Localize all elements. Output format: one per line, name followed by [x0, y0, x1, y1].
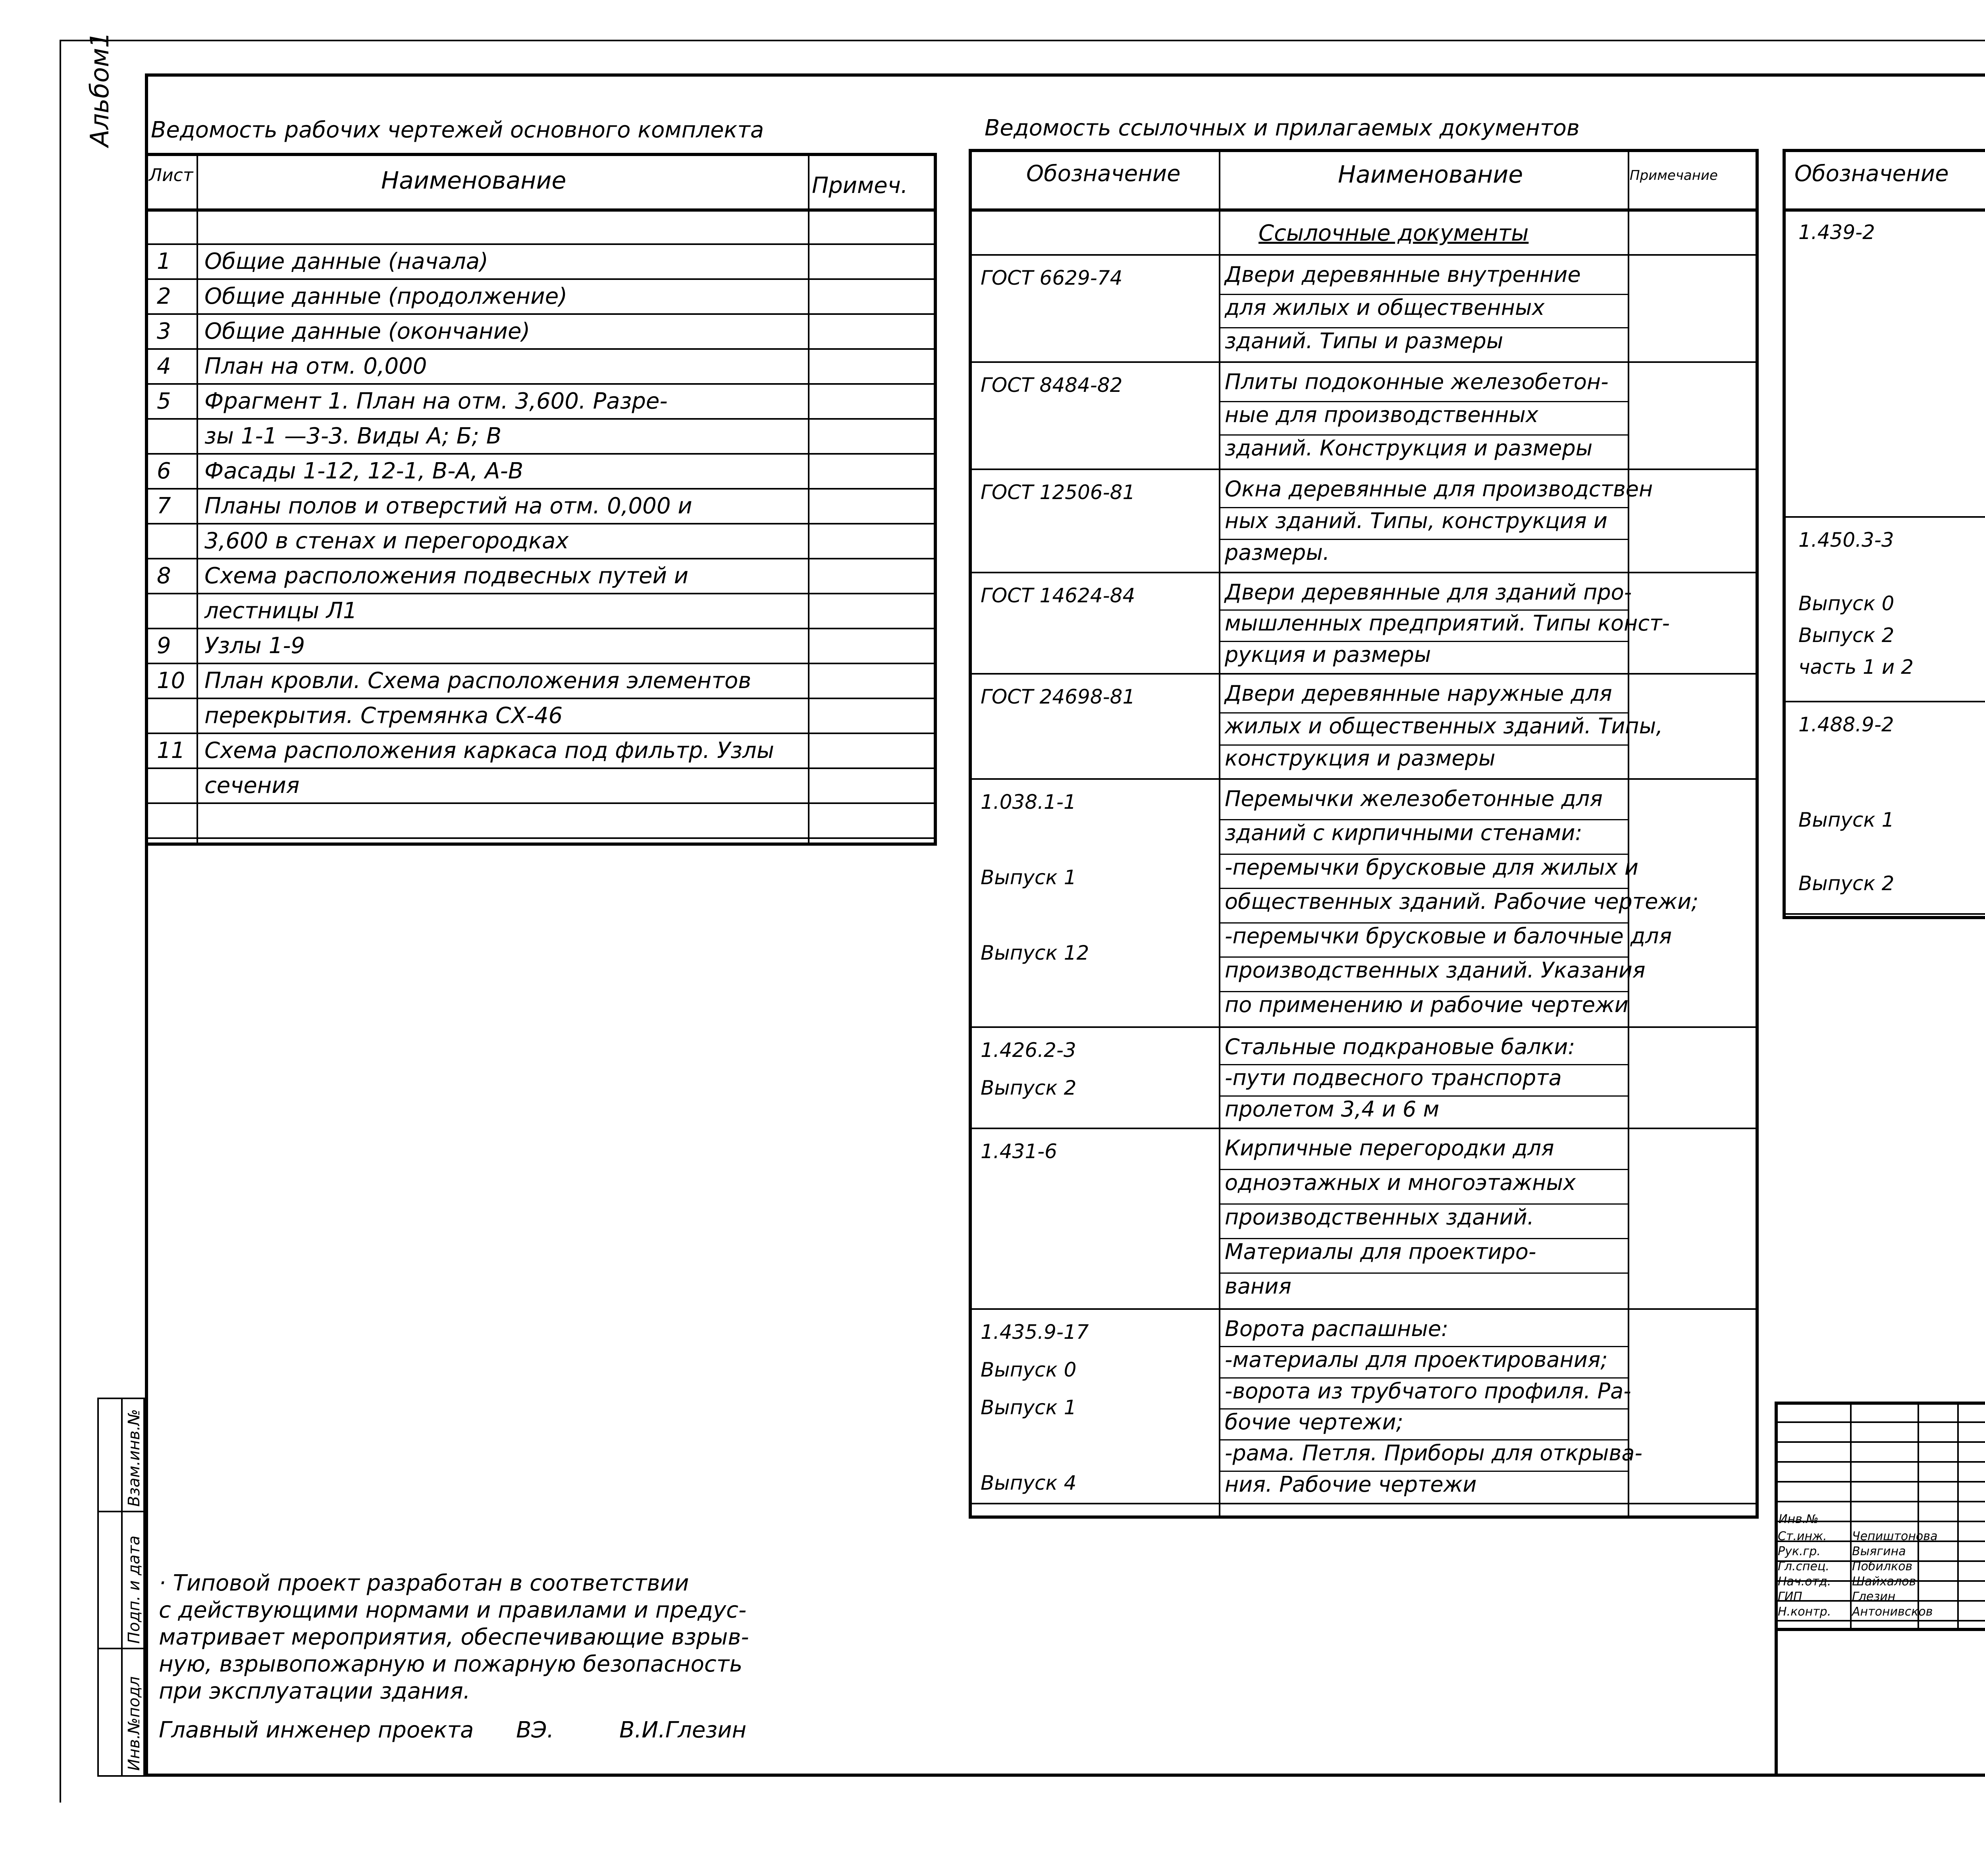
left-row-number: 6 — [157, 458, 171, 484]
mid-row-name: -рама. Петля. Приборы для открыва- — [1225, 1440, 1642, 1466]
left-row-number: 1 — [157, 249, 171, 274]
mid-name-underline — [1219, 922, 1628, 924]
mid-name-underline — [1219, 1095, 1628, 1097]
stamp-role-label: Нач.отд. — [1778, 1575, 1831, 1589]
mid-row-name: одноэтажных и многоэтажных — [1225, 1170, 1576, 1195]
stamp-grid-line — [1775, 1421, 1985, 1423]
mid-row-name: Окна деревянные для производствен — [1225, 476, 1653, 501]
left-row-name: Схема расположения подвесных путей и — [204, 563, 689, 589]
mid-row-line — [969, 469, 1759, 470]
mid-row-name: Материалы для проектиро- — [1225, 1239, 1536, 1264]
note-line: · Типовой проект разработан в соответствии — [159, 1570, 689, 1596]
left-row-line — [145, 488, 937, 490]
mid-row-name: конструкция и размеры — [1225, 746, 1495, 771]
mid-name-underline — [1219, 1346, 1628, 1347]
right-row-code: 1.450.3-3 — [1798, 528, 1894, 551]
stamp-role-name: Побилков — [1852, 1560, 1913, 1573]
mid-name-underline — [1219, 1064, 1628, 1065]
side-label-sign: Подп. и дата — [125, 1535, 143, 1644]
left-table-caption: Ведомость рабочих чертежей основного комплекта — [151, 117, 764, 143]
mid-row-name: бочие чертежи; — [1225, 1409, 1403, 1434]
mid-header-name: Наименование — [1338, 161, 1523, 189]
mid-row-line — [969, 1503, 1759, 1504]
mid-row-name: Двери деревянные для зданий про- — [1225, 580, 1632, 605]
left-row-line — [145, 348, 937, 350]
left-row-line — [145, 837, 937, 839]
mid-row-name: по применению и рабочие чертежи — [1225, 992, 1628, 1017]
mid-name-underline — [1219, 1203, 1628, 1205]
mid-row-name: производственных зданий. — [1225, 1205, 1534, 1230]
mid-row-name: ных зданий. Типы, конструкция и — [1225, 508, 1607, 533]
mid-row-code: 1.426.2-3 — [981, 1039, 1076, 1062]
mid-row-line — [969, 673, 1759, 675]
mid-name-underline — [1219, 819, 1628, 820]
left-row-line — [145, 453, 937, 455]
note-line: при эксплуатации здания. — [159, 1678, 470, 1704]
mid-row-code: Выпуск 2 — [981, 1076, 1077, 1099]
left-row-line — [145, 663, 937, 664]
right-row-line — [1783, 913, 1985, 915]
side-label-inv: Инв.№подл — [125, 1676, 143, 1771]
left-row-name: перекрытия. Стремянка СХ-46 — [204, 703, 563, 729]
stamp-role-label: Рук.гр. — [1778, 1544, 1821, 1558]
left-row-name: Фрагмент 1. План на отм. 3,600. Разре- — [204, 388, 668, 414]
left-row-name: Планы полов и отверстий на отм. 0,000 и — [204, 493, 692, 519]
right-row-code: 1.439-2 — [1798, 221, 1875, 244]
left-row-number: 3 — [157, 318, 171, 344]
mid-row-code: Выпуск 1 — [981, 866, 1077, 889]
mid-row-name: ния. Рабочие чертежи — [1225, 1471, 1477, 1497]
mid-row-line — [969, 361, 1759, 363]
mid-name-underline — [1219, 1408, 1628, 1409]
mid-section-title: Ссылочные документы — [1258, 220, 1529, 246]
stamp-role-label: Гл.спец. — [1778, 1560, 1829, 1573]
left-header-note: Примеч. — [812, 173, 908, 199]
note-name: В.И.Глезин — [619, 1717, 747, 1743]
mid-row-code: 1.435.9-17 — [981, 1321, 1089, 1344]
mid-row-code: ГОСТ 8484-82 — [981, 374, 1123, 397]
right-row-line — [1783, 701, 1985, 702]
stamp-grid-line — [1775, 1481, 1985, 1483]
mid-row-line — [969, 1026, 1759, 1028]
stamp-grid-line — [1775, 1620, 1985, 1621]
note-sign: ВЭ. — [516, 1717, 554, 1743]
left-row-name: сечения — [204, 773, 300, 798]
mid-name-underline — [1219, 712, 1628, 713]
side-label-replace: Взам.инв.№ — [125, 1409, 143, 1507]
mid-row-code: ГОСТ 24698-81 — [981, 685, 1135, 708]
left-row-number: 4 — [157, 353, 171, 379]
mid-name-underline — [1219, 991, 1628, 992]
mid-row-name: вания — [1225, 1274, 1291, 1299]
right-row-code: Выпуск 2 — [1798, 872, 1894, 895]
mid-row-name: размеры. — [1225, 540, 1330, 565]
mid-row-code: Выпуск 4 — [981, 1471, 1077, 1494]
mid-row-name: мышленных предприятий. Типы конст- — [1225, 611, 1670, 636]
left-row-line — [145, 628, 937, 629]
left-row-line — [145, 243, 937, 245]
stamp-role-name: Чепиштонова — [1852, 1529, 1938, 1543]
mid-row-code: ГОСТ 6629-74 — [981, 266, 1123, 289]
mid-name-underline — [1219, 1238, 1628, 1239]
stamp-role-label: Н.контр. — [1778, 1605, 1831, 1619]
mid-table-caption: Ведомость ссылочных и прилагаемых документов — [985, 115, 1580, 141]
mid-row-name: жилых и общественных зданий. Типы, — [1225, 713, 1663, 738]
mid-name-underline — [1219, 641, 1628, 642]
mid-row-name: Кирпичные перегородки для — [1225, 1136, 1554, 1161]
left-row-line — [145, 767, 937, 769]
mid-row-code: 1.038.1-1 — [981, 791, 1076, 814]
left-row-name: Схема расположения каркаса под фильтр. Узлы — [204, 738, 774, 764]
mid-row-name: -материалы для проектирования; — [1225, 1347, 1608, 1373]
left-header-sheet: Лист — [149, 165, 193, 185]
note-line: с действующими нормами и правилами и предус- — [159, 1597, 747, 1623]
left-row-name: Фасады 1-12, 12-1, В-А, А-В — [204, 458, 524, 484]
note-line: ную, взрывопожарную и пожарную безопасность — [159, 1651, 743, 1677]
mid-row-name: -перемычки брусковые для жилых и — [1225, 854, 1639, 880]
mid-row-name: Стальные подкрановые балки: — [1225, 1034, 1575, 1059]
mid-row-name: производственных зданий. Указания — [1225, 958, 1646, 983]
mid-name-underline — [1219, 1471, 1628, 1472]
note-line: матривает мероприятия, обеспечивающие взрыв- — [159, 1624, 749, 1650]
mid-row-name: Двери деревянные внутренние — [1225, 262, 1581, 287]
stamp-role-label: Ст.инж. — [1778, 1529, 1827, 1543]
left-row-line — [145, 278, 937, 280]
stamp-role-name: Антонивсков — [1852, 1605, 1933, 1619]
left-row-name: Общие данные (окончание) — [204, 318, 530, 344]
left-row-line — [145, 523, 937, 524]
mid-row-name: -пути подвесного транспорта — [1225, 1065, 1562, 1091]
left-row-line — [145, 558, 937, 559]
stamp-role-name: Глезин — [1852, 1590, 1896, 1604]
right-row-code: Выпуск 0 — [1798, 592, 1894, 615]
mid-row-name: пролетом 3,4 и 6 м — [1225, 1096, 1440, 1122]
mid-name-underline — [1219, 434, 1628, 436]
left-row-number: 8 — [157, 563, 171, 589]
left-row-name: Узлы 1-9 — [204, 633, 305, 659]
mid-header-code: Обозначение — [1026, 161, 1181, 187]
title-block — [1775, 1402, 1985, 1777]
mid-name-underline — [1219, 539, 1628, 540]
mid-name-underline — [1219, 327, 1628, 328]
right-row-code: Выпуск 2 — [1798, 624, 1894, 647]
mid-name-underline — [1219, 294, 1628, 295]
note-signature-line: Главный инженер проекта — [159, 1717, 474, 1743]
left-row-name: Общие данные (начала) — [204, 249, 488, 274]
mid-row-code: Выпуск 12 — [981, 941, 1089, 964]
mid-row-name: общественных зданий. Рабочие чертежи; — [1225, 889, 1699, 914]
mid-row-name: -перемычки брусковые и балочные для — [1225, 923, 1672, 949]
left-row-name: Общие данные (продолжение) — [204, 283, 567, 309]
stamp-grid-line — [1775, 1441, 1985, 1443]
left-row-name: лестницы Л1 — [204, 598, 357, 624]
right-row-code: часть 1 и 2 — [1798, 656, 1914, 679]
mid-name-underline — [1219, 1169, 1628, 1170]
left-row-name: 3,600 в стенах и перегородках — [204, 528, 569, 554]
left-row-line — [145, 698, 937, 699]
stamp-role-name: Шайхалов — [1852, 1575, 1916, 1589]
mid-row-name: зданий с кирпичными стенами: — [1225, 820, 1582, 846]
mid-name-underline — [1219, 609, 1628, 611]
stamp-grid-line — [1775, 1501, 1985, 1502]
mid-header-note: Примечание — [1630, 168, 1718, 183]
mid-name-underline — [1219, 1439, 1628, 1440]
left-row-number: 2 — [157, 283, 171, 309]
left-row-line — [145, 733, 937, 734]
left-header-name: Наименование — [381, 167, 567, 195]
mid-name-underline — [1219, 1377, 1628, 1379]
left-row-line — [145, 383, 937, 385]
mid-name-underline — [1219, 744, 1628, 746]
mid-name-underline — [1219, 1273, 1628, 1274]
mid-row-name: Плиты подоконные железобетон- — [1225, 369, 1609, 394]
left-row-line — [145, 418, 937, 420]
stamp-inv-label: Инв.№ — [1779, 1512, 1819, 1526]
mid-row-code: ГОСТ 14624-84 — [981, 584, 1135, 607]
mid-row-code: Выпуск 1 — [981, 1396, 1077, 1419]
mid-row-code: Выпуск 0 — [981, 1358, 1077, 1381]
mid-row-line — [969, 778, 1759, 780]
mid-row-name: зданий. Конструкция и размеры — [1225, 435, 1593, 461]
right-row-code: 1.488.9-2 — [1798, 713, 1894, 736]
album-label: Альбом1 — [85, 31, 115, 147]
mid-row-line — [969, 1128, 1759, 1129]
mid-row-name: для жилых и общественных — [1225, 295, 1545, 320]
mid-row-name: зданий. Типы и размеры — [1225, 328, 1503, 353]
stamp-role-name: Выягина — [1852, 1544, 1906, 1558]
left-row-number: 10 — [157, 668, 185, 694]
left-row-number: 5 — [157, 388, 171, 414]
mid-name-underline — [1219, 888, 1628, 889]
left-row-number: 11 — [157, 738, 185, 764]
mid-name-underline — [1219, 401, 1628, 402]
left-row-name: План на отм. 0,000 — [204, 353, 427, 379]
left-row-line — [145, 313, 937, 315]
mid-row-line — [969, 1308, 1759, 1310]
left-row-name: План кровли. Схема расположения элементов — [204, 668, 752, 694]
mid-row-line — [969, 572, 1759, 573]
left-row-number: 9 — [157, 633, 171, 659]
mid-name-underline — [1219, 507, 1628, 508]
left-row-line — [145, 802, 937, 804]
left-edge-line — [60, 40, 61, 1803]
right-row-code: Выпуск 1 — [1798, 808, 1894, 831]
mid-row-name: Перемычки железобетонные для — [1225, 786, 1603, 811]
mid-row-name: Двери деревянные наружные для — [1225, 681, 1612, 706]
mid-name-underline — [1219, 854, 1628, 855]
top-edge-line — [60, 40, 1985, 41]
mid-row-name: -ворота из трубчатого профиля. Ра- — [1225, 1378, 1631, 1404]
stamp-role-label: ГИП — [1778, 1590, 1802, 1604]
mid-row-name: рукция и размеры — [1225, 642, 1431, 667]
stamp-grid-line — [1775, 1461, 1985, 1463]
mid-name-underline — [1219, 956, 1628, 958]
left-row-number: 7 — [157, 493, 171, 519]
left-row-name: зы 1-1 —3-3. Виды А; Б; В — [204, 423, 502, 449]
mid-row-code: 1.431-6 — [981, 1140, 1057, 1163]
mid-row-code: ГОСТ 12506-81 — [981, 481, 1135, 504]
right-header-code: Обозначение — [1794, 161, 1949, 187]
right-row-line — [1783, 516, 1985, 518]
left-row-line — [145, 593, 937, 594]
mid-row-name: ные для производственных — [1225, 402, 1538, 428]
mid-row-name: Ворота распашные: — [1225, 1316, 1449, 1341]
